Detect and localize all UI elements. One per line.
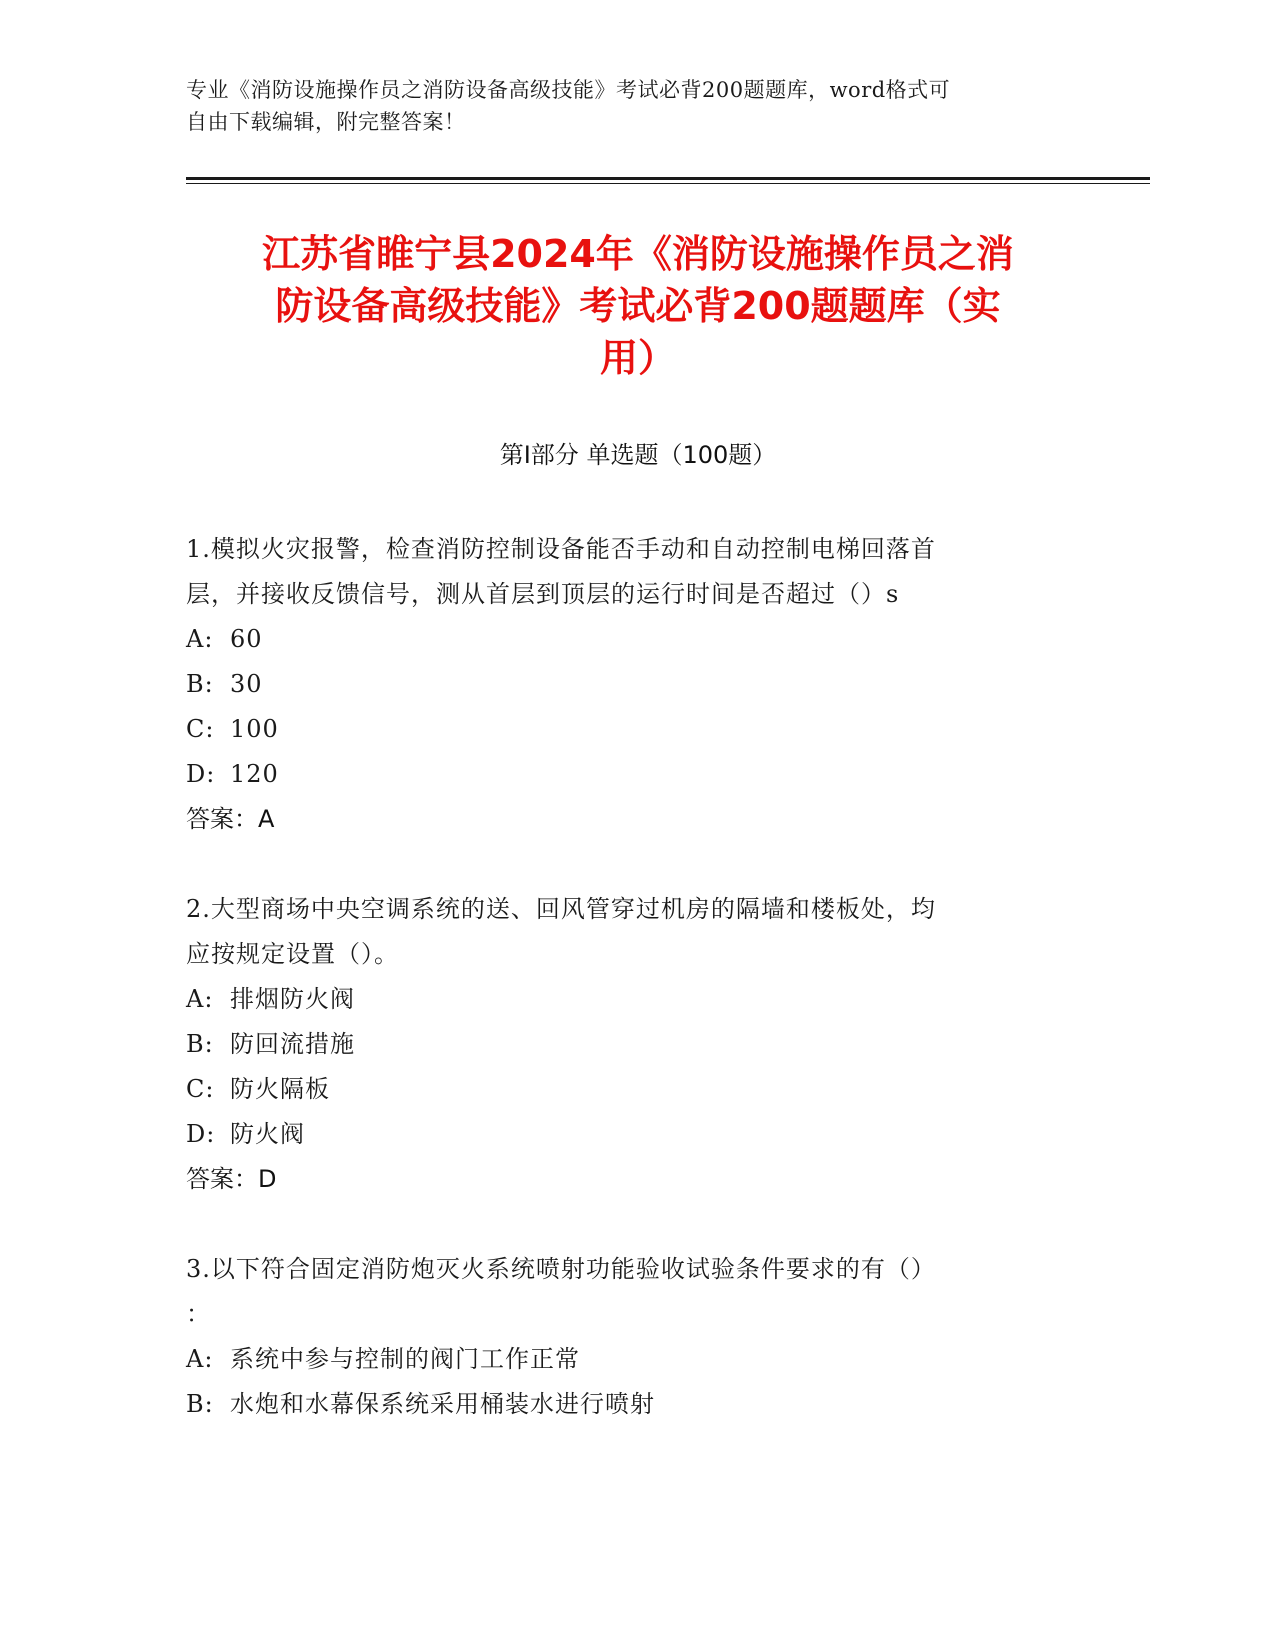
option-text: 100 [230,715,279,743]
option-letter: A: [186,625,214,653]
question-2-stem-line-1: 2.大型商场中央空调系统的送、回风管穿过机房的隔墙和楼板处，均 [186,895,936,923]
section-heading: 第Ⅰ部分 单选题（100题） [499,441,777,469]
option-letter: B: [186,1030,214,1058]
question-2-option-c [186,1067,1066,1112]
question-1 [186,527,1066,842]
option-letter: C: [186,1075,215,1103]
question-2-answer: 答案：D [186,1165,277,1193]
question-3-stem-line-2: ： [186,1300,211,1328]
option-letter: B: [186,1390,214,1418]
question-1-stem-line-1: 1.模拟火灾报警，检查消防控制设备能否手动和自动控制电梯回落首 [186,535,936,563]
option-text: 120 [230,760,279,788]
question-3-option-b [186,1382,1066,1427]
header-note [186,74,1066,138]
document-title [186,228,1090,384]
option-text: 防火隔板 [230,1075,330,1103]
option-text: 水炮和水幕保系统采用桶装水进行喷射 [230,1390,655,1418]
header-note-line-1: 专业《消防设施操作员之消防设备高级技能》考试必背200题题库，word格式可 [186,78,951,102]
option-text: 防火阀 [230,1120,305,1148]
header-rule-thin [186,183,1150,184]
option-text: 系统中参与控制的阀门工作正常 [230,1345,580,1373]
question-2-option-a [186,977,1066,1022]
question-2-option-d [186,1112,1066,1157]
title-line-3: 用） [599,336,676,380]
question-1-option-c [186,707,1066,752]
option-text: 防回流措施 [230,1030,355,1058]
question-1-stem-line-2: 层，并接收反馈信号，测从首层到顶层的运行时间是否超过（）s [186,580,900,608]
option-letter: C: [186,715,215,743]
question-1-answer: 答案：A [186,805,275,833]
question-spacer [186,1202,1066,1247]
question-3-stem-line-1: 3.以下符合固定消防炮灭火系统喷射功能验收试验条件要求的有（） [186,1255,936,1283]
option-letter: A: [186,985,214,1013]
question-2 [186,887,1066,1202]
question-2-option-b [186,1022,1066,1067]
question-3 [186,1247,1066,1427]
option-text: 30 [230,670,263,698]
question-1-option-b [186,662,1066,707]
header-rule-thick [186,177,1150,180]
question-3-option-a [186,1337,1066,1382]
question-spacer [186,842,1066,887]
title-line-2: 防设备高级技能》考试必背200题题库（实 [275,284,1001,328]
question-2-stem-line-2: 应按规定设置（）。 [186,940,399,968]
option-letter: D: [186,760,216,788]
question-1-option-d [186,752,1066,797]
option-letter: B: [186,670,214,698]
question-list [186,527,1066,1427]
option-text: 排烟防火阀 [230,985,355,1013]
question-1-option-a [186,617,1066,662]
header-note-line-2: 自由下载编辑，附完整答案！ [186,110,466,134]
option-text: 60 [230,625,263,653]
title-line-1: 江苏省睢宁县2024年《消防设施操作员之消 [262,232,1014,276]
option-letter: D: [186,1120,216,1148]
option-letter: A: [186,1345,214,1373]
